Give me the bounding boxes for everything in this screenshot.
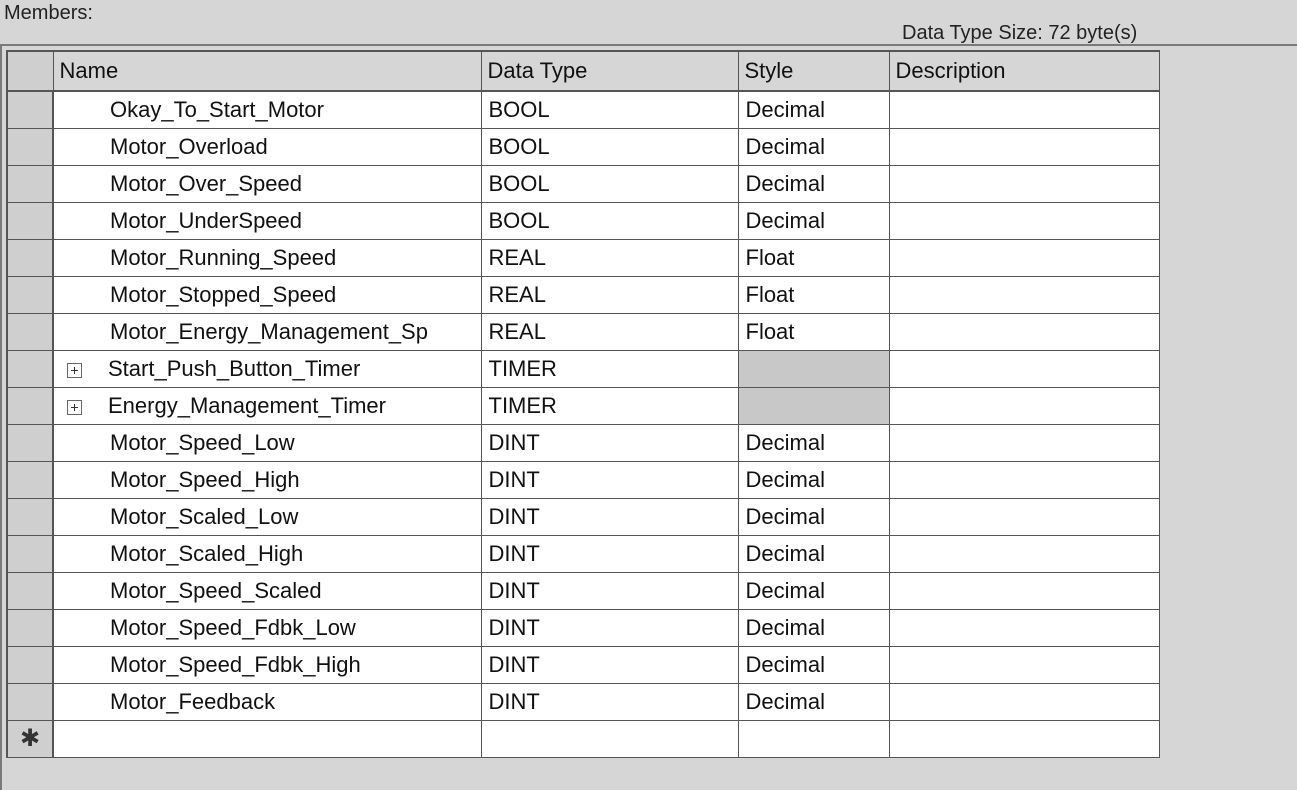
member-name-text: Motor_Stopped_Speed — [110, 282, 337, 307]
member-style-cell[interactable]: Decimal — [738, 462, 889, 499]
member-name-cell[interactable] — [53, 129, 481, 166]
member-name-cell[interactable] — [53, 388, 481, 425]
table-row[interactable] — [7, 314, 1159, 351]
member-name-text: Motor_Over_Speed — [110, 171, 302, 196]
member-style-cell[interactable]: Float — [738, 240, 889, 277]
table-row[interactable] — [7, 91, 1159, 129]
table-row[interactable] — [7, 499, 1159, 536]
member-description-cell[interactable] — [889, 610, 1159, 647]
members-grid — [6, 50, 1158, 758]
member-description-cell[interactable] — [889, 314, 1159, 351]
row-selector[interactable] — [7, 314, 53, 351]
plus-box-icon[interactable] — [67, 400, 82, 415]
member-data-type-cell[interactable]: DINT — [481, 462, 738, 499]
member-description-cell[interactable] — [889, 203, 1159, 240]
table-row[interactable] — [7, 425, 1159, 462]
header-row — [7, 51, 1159, 91]
member-name-text: Motor_Feedback — [110, 689, 276, 714]
member-description-cell[interactable] — [889, 166, 1159, 203]
member-style-cell[interactable]: Float — [738, 277, 889, 314]
table-row[interactable] — [7, 388, 1159, 425]
new-member-data-type-cell[interactable] — [481, 721, 738, 758]
row-selector[interactable] — [7, 91, 53, 129]
member-data-type-cell[interactable]: TIMER — [481, 388, 738, 425]
row-selector[interactable] — [7, 203, 53, 240]
member-data-type-cell[interactable]: DINT — [481, 647, 738, 684]
member-data-type-cell[interactable]: BOOL — [481, 129, 738, 166]
member-description-cell[interactable] — [889, 277, 1159, 314]
member-name-text: Energy_Management_Timer — [108, 393, 386, 418]
member-name-cell[interactable] — [53, 499, 481, 536]
member-data-type-cell[interactable]: BOOL — [481, 203, 738, 240]
member-name-cell[interactable] — [53, 647, 481, 684]
new-row-selector[interactable] — [7, 721, 53, 758]
member-name-text: Motor_Speed_Low — [110, 430, 295, 455]
row-selector[interactable] — [7, 647, 53, 684]
member-name-text: Motor_Speed_Fdbk_Low — [110, 615, 356, 640]
member-name-cell[interactable] — [53, 314, 481, 351]
member-name-cell[interactable] — [53, 203, 481, 240]
table-row[interactable] — [7, 203, 1159, 240]
member-name-text: Motor_UnderSpeed — [110, 208, 303, 233]
member-description-cell[interactable] — [889, 499, 1159, 536]
member-data-type-cell[interactable]: BOOL — [481, 166, 738, 203]
member-name-text: Motor_Scaled_Low — [110, 504, 299, 529]
table-row[interactable] — [7, 351, 1159, 388]
member-data-type-cell[interactable]: REAL — [481, 240, 738, 277]
member-data-type-cell[interactable]: REAL — [481, 314, 738, 351]
member-style-cell — [738, 351, 889, 388]
member-name-text: Motor_Energy_Management_Sp — [110, 319, 428, 344]
row-selector[interactable] — [7, 499, 53, 536]
member-style-cell[interactable]: Decimal — [738, 129, 889, 166]
table-row[interactable] — [7, 647, 1159, 684]
members-table — [6, 50, 1160, 758]
member-style-cell[interactable]: Decimal — [738, 536, 889, 573]
member-data-type-cell[interactable]: DINT — [481, 573, 738, 610]
plus-box-icon[interactable] — [67, 363, 82, 378]
member-data-type-cell[interactable]: REAL — [481, 277, 738, 314]
member-description-cell[interactable] — [889, 425, 1159, 462]
member-name-cell[interactable] — [53, 91, 481, 129]
row-selector[interactable] — [7, 351, 53, 388]
member-name-cell[interactable] — [53, 240, 481, 277]
member-data-type-cell[interactable]: BOOL — [481, 91, 738, 129]
member-description-cell[interactable] — [889, 91, 1159, 129]
new-member-style-cell[interactable] — [738, 721, 889, 758]
member-description-cell[interactable] — [889, 647, 1159, 684]
member-data-type-cell[interactable]: DINT — [481, 536, 738, 573]
table-row[interactable] — [7, 573, 1159, 610]
member-style-cell[interactable]: Decimal — [738, 573, 889, 610]
member-data-type-cell[interactable]: DINT — [481, 684, 738, 721]
column-header-data-type[interactable]: Data Type — [481, 51, 738, 91]
row-selector[interactable] — [7, 684, 53, 721]
member-name-text: Motor_Speed_High — [110, 467, 300, 492]
member-name-cell[interactable] — [53, 573, 481, 610]
member-name-text: Start_Push_Button_Timer — [108, 356, 361, 381]
new-member-row[interactable] — [7, 721, 1159, 758]
member-name-cell[interactable] — [53, 425, 481, 462]
member-style-cell[interactable]: Decimal — [738, 91, 889, 129]
row-selector[interactable] — [7, 129, 53, 166]
member-style-cell[interactable]: Decimal — [738, 166, 889, 203]
column-header-name[interactable]: Name — [53, 51, 481, 91]
member-name-cell[interactable] — [53, 610, 481, 647]
members-table-body — [7, 91, 1159, 758]
member-description-cell[interactable] — [889, 684, 1159, 721]
column-header-style[interactable]: Style — [738, 51, 889, 91]
member-name-cell[interactable] — [53, 351, 481, 388]
row-selector[interactable] — [7, 573, 53, 610]
table-row[interactable] — [7, 277, 1159, 314]
member-style-cell[interactable]: Float — [738, 314, 889, 351]
member-style-cell — [738, 388, 889, 425]
members-label: Members: — [4, 2, 93, 24]
member-name-cell[interactable] — [53, 277, 481, 314]
table-row[interactable] — [7, 166, 1159, 203]
member-data-type-cell[interactable]: DINT — [481, 499, 738, 536]
row-selector[interactable] — [7, 462, 53, 499]
select-all-header[interactable] — [7, 51, 53, 91]
member-name-text: Motor_Scaled_High — [110, 541, 304, 566]
member-name-text: Motor_Running_Speed — [110, 245, 337, 270]
member-description-cell[interactable] — [889, 536, 1159, 573]
member-name-cell[interactable] — [53, 462, 481, 499]
member-name-text: Okay_To_Start_Motor — [110, 97, 324, 122]
member-name-text: Motor_Overload — [110, 134, 268, 159]
table-row[interactable] — [7, 129, 1159, 166]
row-selector[interactable] — [7, 610, 53, 647]
member-description-cell[interactable] — [889, 240, 1159, 277]
member-style-cell[interactable]: Decimal — [738, 647, 889, 684]
table-row[interactable] — [7, 536, 1159, 573]
row-selector[interactable] — [7, 536, 53, 573]
frame-top-border — [0, 44, 1297, 46]
row-selector[interactable] — [7, 425, 53, 462]
member-description-cell[interactable] — [889, 462, 1159, 499]
data-type-size-label: Data Type Size: 72 byte(s) — [902, 22, 1138, 44]
member-description-cell[interactable] — [889, 351, 1159, 388]
member-description-cell[interactable] — [889, 388, 1159, 425]
member-style-cell[interactable]: Decimal — [738, 499, 889, 536]
member-description-cell[interactable] — [889, 129, 1159, 166]
member-data-type-cell[interactable]: DINT — [481, 610, 738, 647]
member-data-type-cell[interactable]: DINT — [481, 425, 738, 462]
table-row[interactable] — [7, 240, 1159, 277]
member-style-cell[interactable]: Decimal — [738, 425, 889, 462]
member-style-cell[interactable]: Decimal — [738, 684, 889, 721]
table-row[interactable] — [7, 462, 1159, 499]
column-header-description[interactable]: Description — [889, 51, 1159, 91]
member-style-cell[interactable]: Decimal — [738, 610, 889, 647]
grid-empty-area — [6, 760, 1158, 790]
row-selector[interactable] — [7, 166, 53, 203]
new-member-description-cell[interactable] — [889, 721, 1159, 758]
member-style-cell[interactable]: Decimal — [738, 203, 889, 240]
member-name-cell[interactable] — [53, 684, 481, 721]
row-selector[interactable] — [7, 240, 53, 277]
member-name-cell[interactable] — [53, 166, 481, 203]
member-name-text: Motor_Speed_Fdbk_High — [110, 652, 361, 677]
frame-left-border — [0, 44, 2, 790]
asterisk-icon: ✱ — [19, 725, 41, 752]
member-data-type-cell[interactable]: TIMER — [481, 351, 738, 388]
member-name-cell[interactable] — [53, 536, 481, 573]
member-description-cell[interactable] — [889, 573, 1159, 610]
row-selector[interactable] — [7, 277, 53, 314]
table-row[interactable] — [7, 684, 1159, 721]
member-name-text: Motor_Speed_Scaled — [110, 578, 322, 603]
table-row[interactable] — [7, 610, 1159, 647]
row-selector[interactable] — [7, 388, 53, 425]
new-member-name-cell[interactable] — [53, 721, 481, 758]
